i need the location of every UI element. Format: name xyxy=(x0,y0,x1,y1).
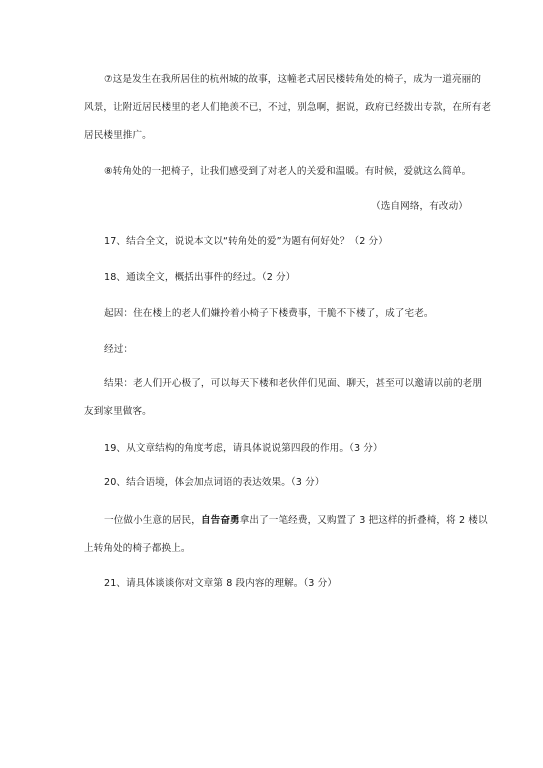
question-18-text: 18、通读全文，概括出事件的经过。（2 分） xyxy=(104,272,296,283)
question-21-text: 21、请具体谈谈你对文章第 8 段内容的理解。（3 分） xyxy=(104,578,338,589)
answer-result-line-1: 结果：老人们开心极了，可以每天下楼和老伙伴们见面、聊天，甚至可以邀请以前的老朋 xyxy=(104,378,483,389)
question-20-passage-cont xyxy=(84,535,468,563)
question-19-text: 19、从文章结构的角度考虑，请具体说说第四段的作用。（3 分） xyxy=(104,443,383,454)
question-19 xyxy=(84,435,488,463)
answer-process-text: 经过： xyxy=(104,344,134,355)
answer-process xyxy=(84,336,488,364)
paragraph-8-text: ⑧转角处的一把椅子，让我们感受到了对老人的关爱和温暖。有时候，爱就这么简单。 xyxy=(104,166,472,177)
question-17 xyxy=(84,228,488,256)
paragraph-7 xyxy=(84,66,488,94)
answer-cause-text: 起因：住在楼上的老人们嫌拎着小椅子下楼费事，干脆不下楼了，成了宅老。 xyxy=(104,308,434,319)
question-20-text: 20、结合语境，体会加点词语的表达效果。（3 分） xyxy=(104,477,325,488)
question-20 xyxy=(84,469,488,497)
question-20-passage xyxy=(84,507,488,535)
paragraph-7-cont xyxy=(84,94,492,150)
question-21 xyxy=(84,570,488,598)
answer-result xyxy=(84,370,488,398)
source-note-text: （选自网络，有改动） xyxy=(371,201,468,212)
passage-text-before: 一位做小生意的居民， xyxy=(104,515,201,526)
paragraph-7-line-2: 风景，让附近居民楼里的老人们艳羡不已，不过，别急啊，据说，政府已经拨出专款，在所有老 xyxy=(84,102,492,113)
paragraph-8 xyxy=(84,158,488,186)
question-17-text: 17、结合全文，说说本文以“转角处的爱”为题有何好处？（2 分） xyxy=(104,236,388,247)
paragraph-7-line-3: 居民楼里推广。 xyxy=(84,130,152,141)
passage-text-after: 拿出了一笔经费，又购置了 3 把这样的折叠椅，将 2 楼以 xyxy=(239,515,488,526)
source-note xyxy=(84,193,468,221)
answer-result-cont xyxy=(84,398,468,426)
dotted-phrase: 自告奋勇 xyxy=(200,515,240,526)
answer-result-line-2: 友到家里做客。 xyxy=(84,406,152,417)
question-20-passage-line-1 xyxy=(104,507,488,535)
question-20-passage-line-2: 上转角处的椅子都换上。 xyxy=(84,543,191,554)
answer-cause xyxy=(84,300,488,328)
paragraph-7-line-1: ⑦这是发生在我所居住的杭州城的故事，这幢老式居民楼转角处的椅子，成为一道亮丽的 xyxy=(104,74,482,85)
question-18 xyxy=(84,264,488,292)
